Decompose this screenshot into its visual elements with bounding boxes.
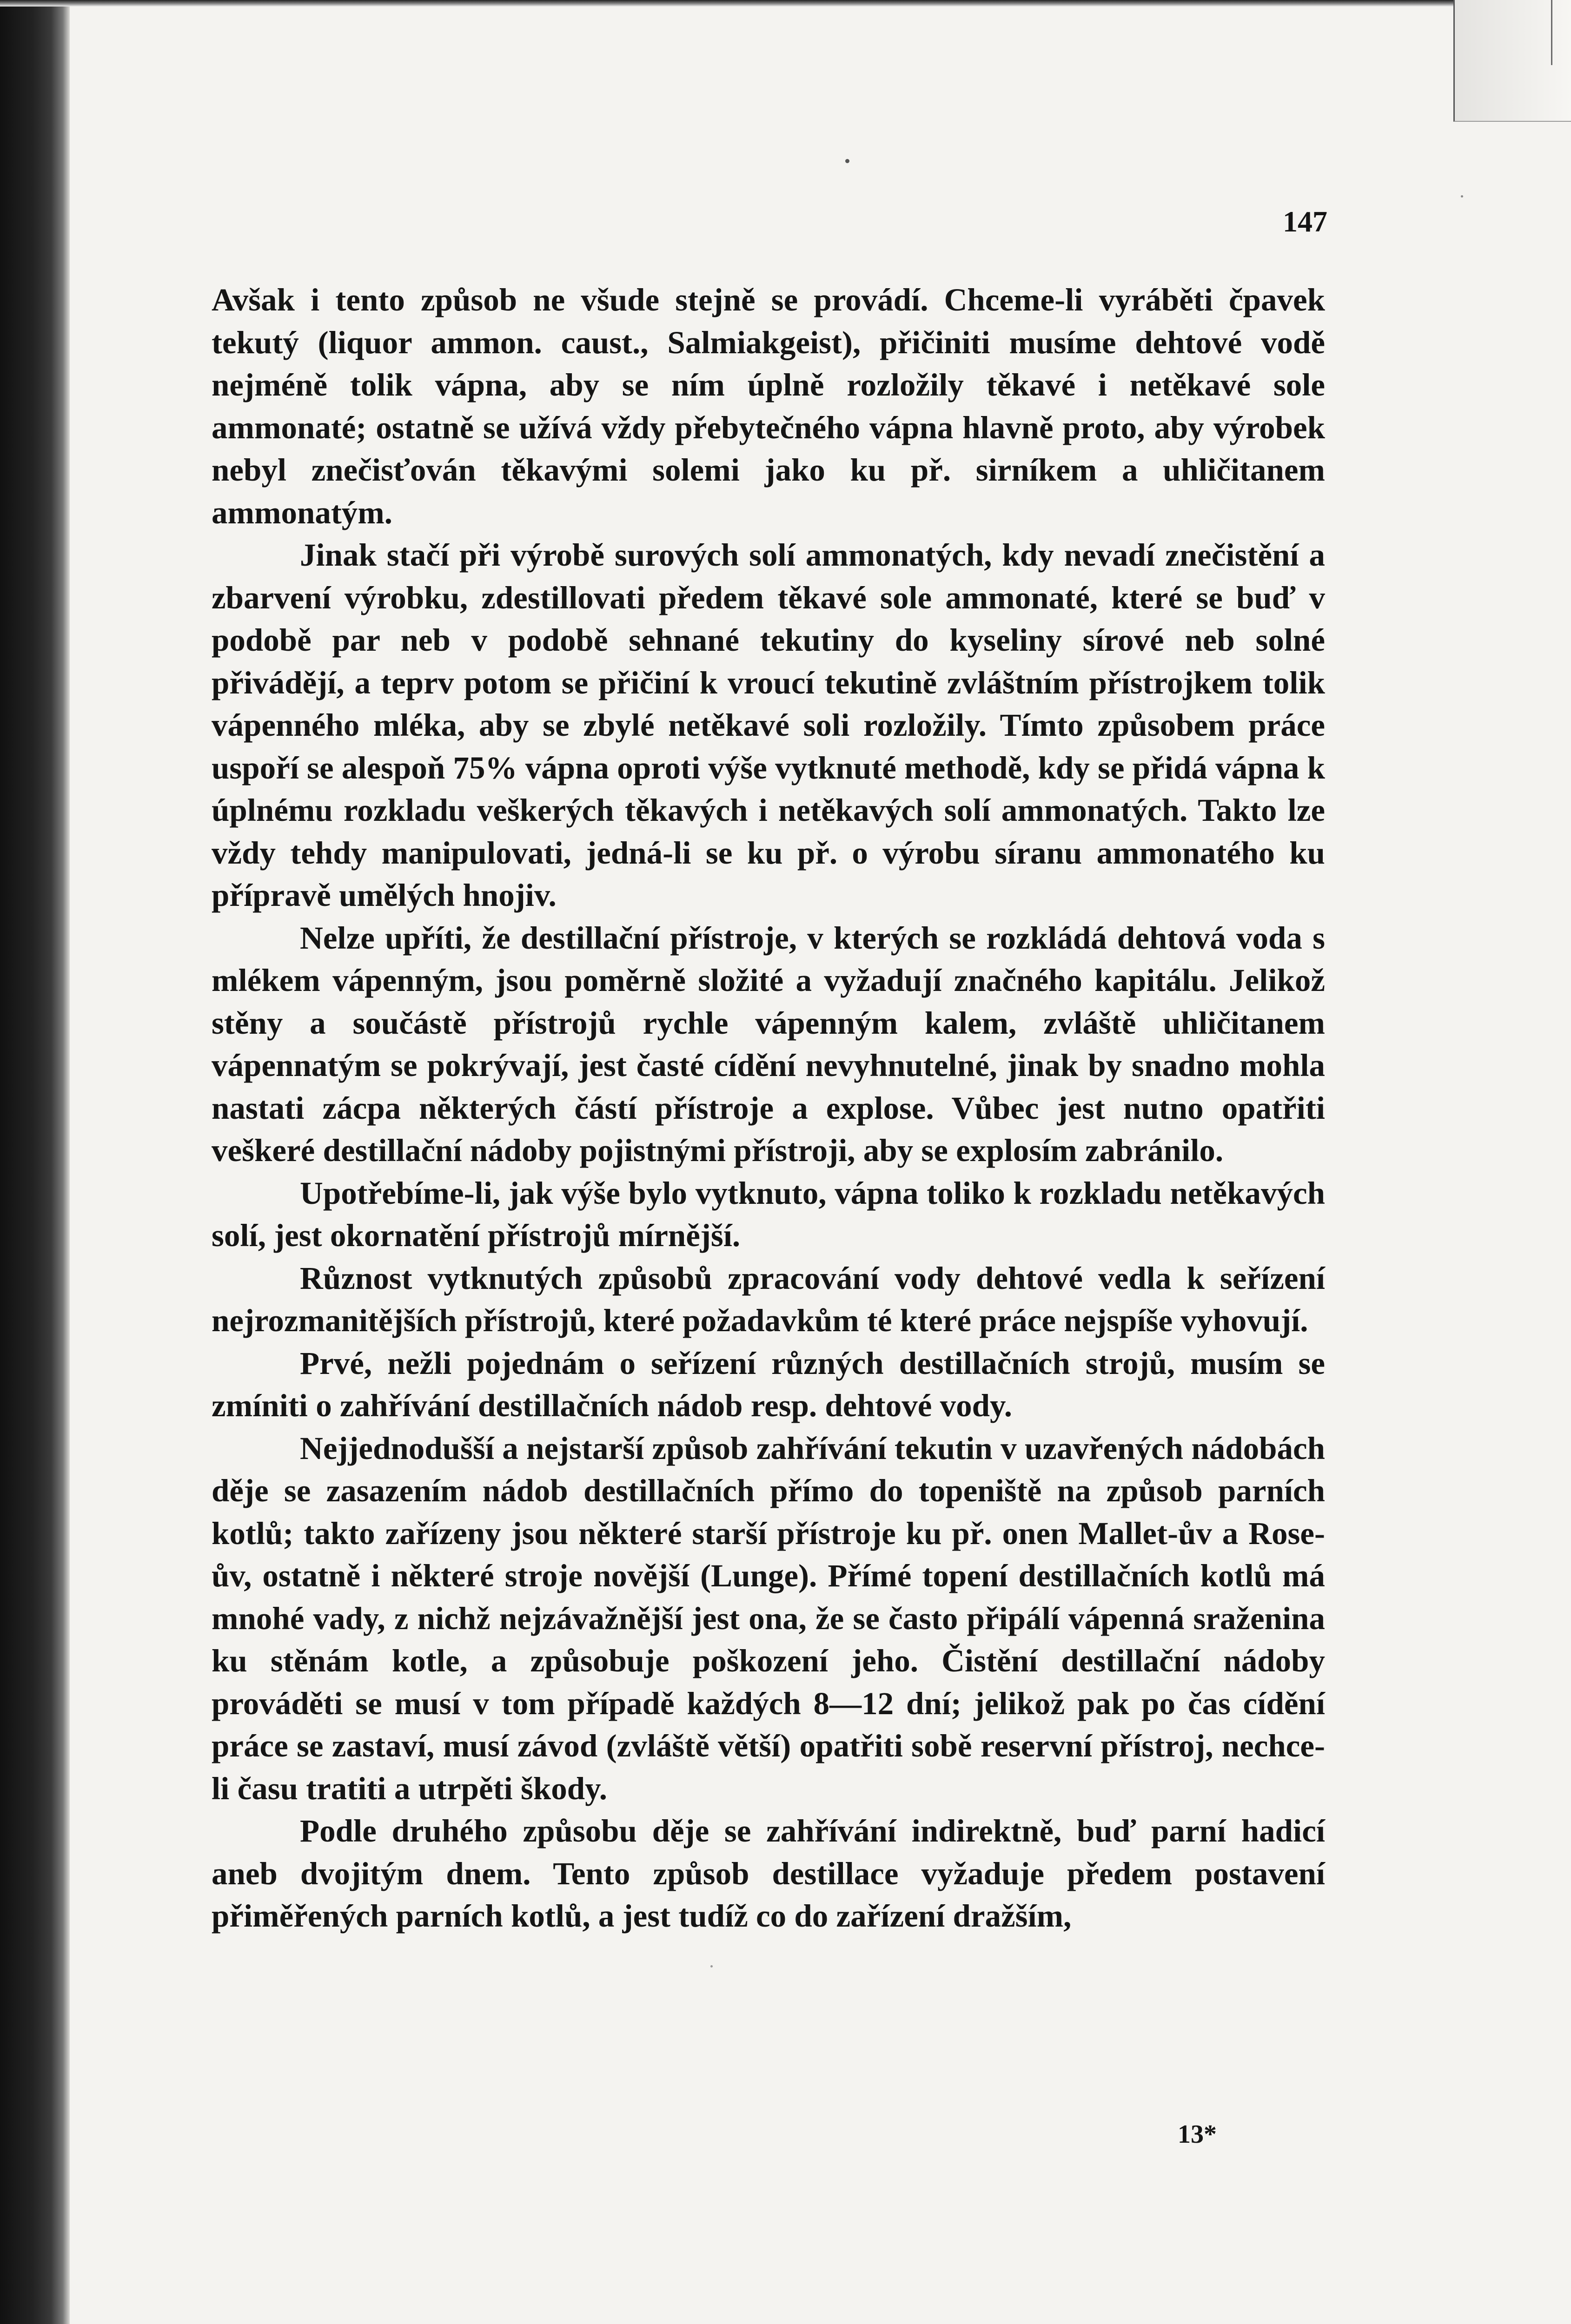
- paragraph: Nejjednodušší a nejstarší způsob zahřívání tekutin v uzavřených nádobách děje se zasazením nádob destillačních přímo do topeniště na způsob parních kotlů; takto zařízeny jsou některé starší přístroje ku př. onen Mallet-ův a Rose-ův, ostatně i některé stroje novější (Lunge). Přímé topení destillačních kotlů má mnohé vady, z nichž nejzávažnější jest ona, že se často připálí vápenná sraženina ku stěnám kotle, a způsobuje poškození jeho. Čistění destillační nádoby prováděti se musí v tom případě každých 8—12 dní; jelikož pak po čas cídění práce se zastaví, musí závod (zvláště větší) opatřiti sobě reservní přístroj, nechce-li času tratiti a utrpěti škody.: [212, 1430, 1325, 1806]
- speck: [710, 1965, 713, 1967]
- paragraph: Podle druhého způsobu děje se zahřívání indirektně, buď parní hadicí aneb dvojitým dnem. Tento způsob destillace vyžaduje předem postavení přiměřených parních kotlů, a jest tudíž co do zařízení dražším,: [212, 1813, 1325, 1934]
- paragraph: Upotřebíme-li, jak výše bylo vytknuto, vápna toliko k rozkladu netěkavých solí, jest okornatění přístrojů mírnější.: [212, 1175, 1325, 1253]
- body-text: [212, 279, 1325, 1938]
- speck: [1461, 195, 1463, 198]
- speck: [845, 159, 849, 163]
- paragraph: Avšak i tento způsob ne všude stejně se provádí. Chceme-li vyráběti čpavek tekutý (liquor ammon. caust., Salmiakgeist), přičiniti musíme dehtové vodě nejméně tolik vápna, aby se ním úplně rozložily těkavé i netěkavé sole ammonaté; ostatně se užívá vždy přebytečného vápna hlavně proto, aby výrobek nebyl znečisťován těkavými solemi jako ku př. sirníkem a uhličitanem ammonatým.: [212, 282, 1325, 530]
- signature-mark: 13*: [1178, 2120, 1217, 2149]
- scan-right-edge-line: [1551, 0, 1552, 65]
- page-number: 147: [1283, 205, 1327, 238]
- scan-right-edge: [1453, 0, 1571, 122]
- paragraph: Jinak stačí při výrobě surových solí ammonatých, kdy nevadí znečistění a zbarvení výrobku, zdestillovati předem těkavé sole ammonaté, které se buď v podobě par neb v podobě sehnané tekutiny do kyseliny sírové neb solné přivádějí, a teprv potom se přičiní k vroucí tekutině zvláštním přístrojkem tolik vápenného mléka, aby se zbylé netěkavé soli rozložily. Tímto způsobem práce uspoří se alespoň 75% vápna oproti výše vytknuté methodě, kdy se přidá vápna k úplnému rozkladu veškerých těkavých i netěkavých solí ammonatých. Takto lze vždy tehdy manipulovati, jedná-li se ku př. o výrobu síranu ammonatého ku přípravě umělých hnojiv.: [212, 537, 1325, 913]
- scan-top-border: [0, 0, 1571, 7]
- paragraph: Prvé, nežli pojednám o seřízení různých destillačních strojů, musím se zmíniti o zahřívání destillačních nádob resp. dehtové vody.: [212, 1345, 1325, 1423]
- scan-left-border: [0, 0, 70, 2324]
- paragraph: Nelze upříti, že destillační přístroje, v kterých se rozkládá dehtová voda s mlékem vápenným, jsou poměrně složité a vyžadují značného kapitálu. Jelikož stěny a součástě přístrojů rychle vápenným kalem, zvláště uhličitanem vápennatým se pokrývají, jest časté cídění nevyhnutelné, jinak by snadno mohla nastati zácpa některých částí přístroje a explose. Vůbec jest nutno opatřiti veškeré destillační nádoby pojistnými přístroji, aby se explosím zabránilo.: [212, 920, 1325, 1168]
- paragraph: Různost vytknutých způsobů zpracování vody dehtové vedla k seřízení nejrozmanitějších přístrojů, které požadavkům té které práce nejspíše vyhovují.: [212, 1260, 1325, 1338]
